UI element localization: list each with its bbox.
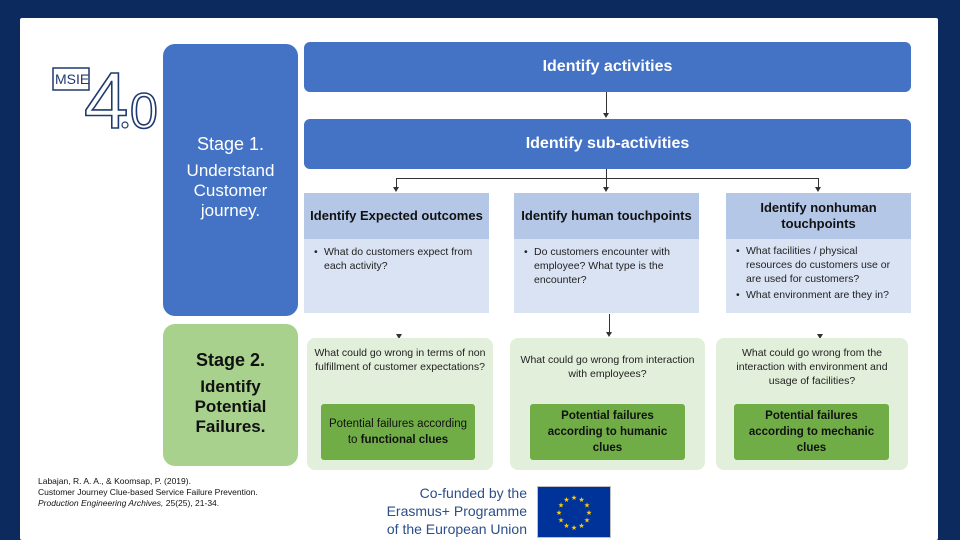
- citation-volume: 25(25), 21-34.: [163, 498, 220, 508]
- functional-clues-prefix: Potential failures according to: [328, 418, 468, 446]
- eu-star-icon: ★: [578, 497, 585, 504]
- mechanic-failures-box: [716, 338, 908, 470]
- arrow-down-icon: [815, 187, 821, 192]
- citation-title: Customer Journey Clue-based Service Failure Prevention.: [38, 487, 258, 497]
- msie-logo: [44, 42, 164, 137]
- identify-activities-bar: Identify activities: [304, 42, 911, 92]
- arrow-down-icon: [606, 332, 612, 337]
- eu-star-icon: ★: [555, 510, 563, 517]
- arrow-down-icon: [393, 187, 399, 192]
- logo-suffix: 0: [130, 83, 158, 137]
- cofunded-line-2: Erasmus+ Programme: [386, 503, 527, 519]
- humanic-question: What could go wrong from interaction with employees?: [520, 354, 695, 380]
- eu-star-icon: ★: [570, 525, 578, 532]
- stage-2-title: Stage 2.: [195, 350, 266, 370]
- eu-star-icon: ★: [563, 497, 570, 504]
- eu-star-icon: ★: [578, 523, 585, 530]
- arrow-down-icon: [603, 113, 609, 118]
- stage-2-subtitle: Identify Potential Failures.: [194, 377, 267, 436]
- identify-sub-activities-bar: Identify sub-activities: [304, 119, 911, 169]
- cofunded-text: [375, 484, 527, 538]
- eu-star-icon: ★: [557, 502, 565, 510]
- bullet-item: • What environment are they in?: [734, 288, 905, 302]
- connector: [606, 169, 607, 188]
- eu-star-icon: ★: [557, 517, 565, 525]
- mechanic-question: What could go wrong from the interaction with environment and usage of facilities?: [736, 347, 888, 387]
- eu-star-icon: ★: [563, 523, 570, 530]
- cofunded-line-3: of the European Union: [386, 521, 527, 537]
- arrow-down-icon: [603, 187, 609, 192]
- connector: [609, 314, 610, 334]
- functional-question: What could go wrong in terms of non fulfillment of customer expectations?: [314, 347, 486, 373]
- connector: [606, 92, 607, 114]
- cofunded-line-1: Co-funded by the: [419, 485, 527, 501]
- nonhuman-touchpoints-body: [726, 239, 911, 313]
- citation-journal: Production Engineering Archives,: [38, 498, 164, 508]
- humanic-failures-box: [510, 338, 705, 470]
- functional-clues-box: [321, 404, 475, 460]
- citation-authors: Labajan, R. A. A., & Koomsap, P. (2019).: [38, 476, 191, 486]
- bullet-item: • What facilities / physical resources do customers use or are used for customers?: [734, 244, 905, 286]
- slide: [20, 18, 938, 540]
- functional-failures-box: [307, 338, 493, 470]
- human-touchpoints-heading: Identify human touchpoints: [514, 193, 699, 239]
- stage-1-title: Stage 1.: [196, 134, 265, 154]
- expected-outcomes-heading: Identify Expected outcomes: [304, 193, 489, 239]
- eu-star-icon: ★: [570, 495, 578, 502]
- nonhuman-touchpoints-heading: Identify nonhuman touchpoints: [726, 193, 911, 239]
- citation: [38, 476, 258, 509]
- eu-star-icon: ★: [583, 502, 591, 510]
- mechanic-clues-box: Potential failures according to mechanic clues: [734, 404, 889, 460]
- eu-stars-icon: [538, 487, 610, 537]
- stage-1-subtitle: Understand Customer journey.: [186, 161, 275, 220]
- eu-star-icon: ★: [585, 510, 593, 517]
- eu-flag-icon: [537, 486, 611, 538]
- eu-star-icon: ★: [583, 517, 591, 525]
- logo-number: 4: [84, 56, 129, 137]
- functional-clues-label: functional clues: [360, 434, 449, 446]
- logo-letters: MSIE: [55, 71, 90, 87]
- humanic-clues-box: Potential failures according to humanic clues: [530, 404, 685, 460]
- stage-1-box: [163, 44, 298, 316]
- stage-2-box: [163, 324, 298, 466]
- connector: [396, 178, 819, 179]
- expected-outcomes-body: [304, 239, 489, 313]
- msie-40-logo-icon: [44, 42, 164, 137]
- bullet-item: • Do customers encounter with employee? What type is the encounter?: [522, 245, 693, 287]
- bullet-item: • What do customers expect from each activity?: [312, 245, 483, 273]
- human-touchpoints-body: [514, 239, 699, 313]
